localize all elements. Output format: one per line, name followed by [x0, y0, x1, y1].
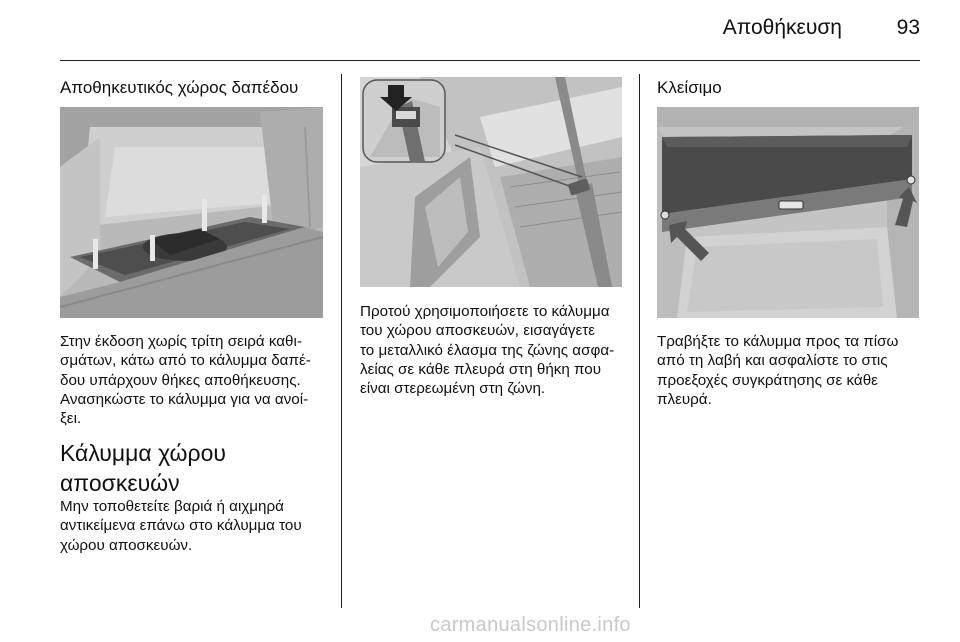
- text-line: αντικείμενα επάνω στο κάλυμμα του: [60, 517, 302, 535]
- cargo-cover-closing-illustration-icon: [657, 107, 919, 318]
- section-title-underfloor: Αποθηκευτικός χώρος δαπέδου: [60, 78, 299, 97]
- seatbelt-paragraph: [360, 302, 614, 398]
- text-line: το μεταλλικό έλασμα της ζώνης ασφα-: [360, 341, 615, 359]
- section-title-closing: Κλείσιμο: [657, 78, 722, 97]
- heading-luggage-cover: [60, 438, 226, 498]
- column-divider-right: [639, 74, 640, 608]
- text-line: προεξοχές συγκράτησης σε κάθε: [657, 371, 878, 389]
- text-line: Στην έκδοση χωρίς τρίτη σειρά καθι-: [60, 333, 302, 350]
- text-line: λείας σε κάθε πλευρά στη θήκη που: [360, 360, 602, 378]
- text-line: ξει.: [60, 410, 82, 428]
- underfloor-paragraph: [60, 332, 311, 428]
- page-header-title: Αποθήκευση: [722, 16, 842, 39]
- text-line: δου υπάρχουν θήκες αποθήκευσης.: [60, 371, 301, 389]
- text-line: του χώρου αποσκευών, εισαγάγετε: [360, 322, 596, 340]
- text-line: Τραβήξτε το κάλυμμα προς τα πίσω: [657, 333, 899, 350]
- seatbelt-slot-illustration-icon: [360, 77, 622, 287]
- seatbelt-slot-figure: [360, 77, 622, 287]
- text-line: Προτού χρησιμοποιήσετε το κάλυμμα: [360, 303, 610, 320]
- page-number: 93: [896, 16, 920, 39]
- underfloor-storage-figure: [60, 107, 323, 318]
- cargo-cover-figure: [657, 107, 919, 318]
- underfloor-storage-illustration-icon: [60, 107, 323, 318]
- closing-paragraph: [657, 332, 898, 409]
- watermark: carmanualsonline.info: [430, 614, 631, 636]
- text-line: πλευρά.: [657, 390, 712, 408]
- text-line: Μην τοποθετείτε βαριά ή αιχμηρά: [60, 498, 284, 515]
- heading-line: αποσκευών: [60, 470, 180, 496]
- heading-line: Κάλυμμα χώρου: [60, 440, 226, 466]
- text-line: από τη λαβή και ασφαλίστε το στις: [657, 352, 888, 370]
- text-line: σμάτων, κάτω από το κάλυμμα δαπέ-: [60, 352, 311, 370]
- text-line: χώρου αποσκευών.: [60, 536, 193, 554]
- header-rule: [60, 60, 920, 61]
- text-line: είναι στερεωμένη στη ζώνη.: [360, 380, 546, 398]
- luggage-cover-warning-paragraph: [60, 497, 302, 555]
- column-divider-left: [341, 74, 342, 608]
- text-line: Ανασηκώστε το κάλυμμα για να ανοί-: [60, 390, 309, 408]
